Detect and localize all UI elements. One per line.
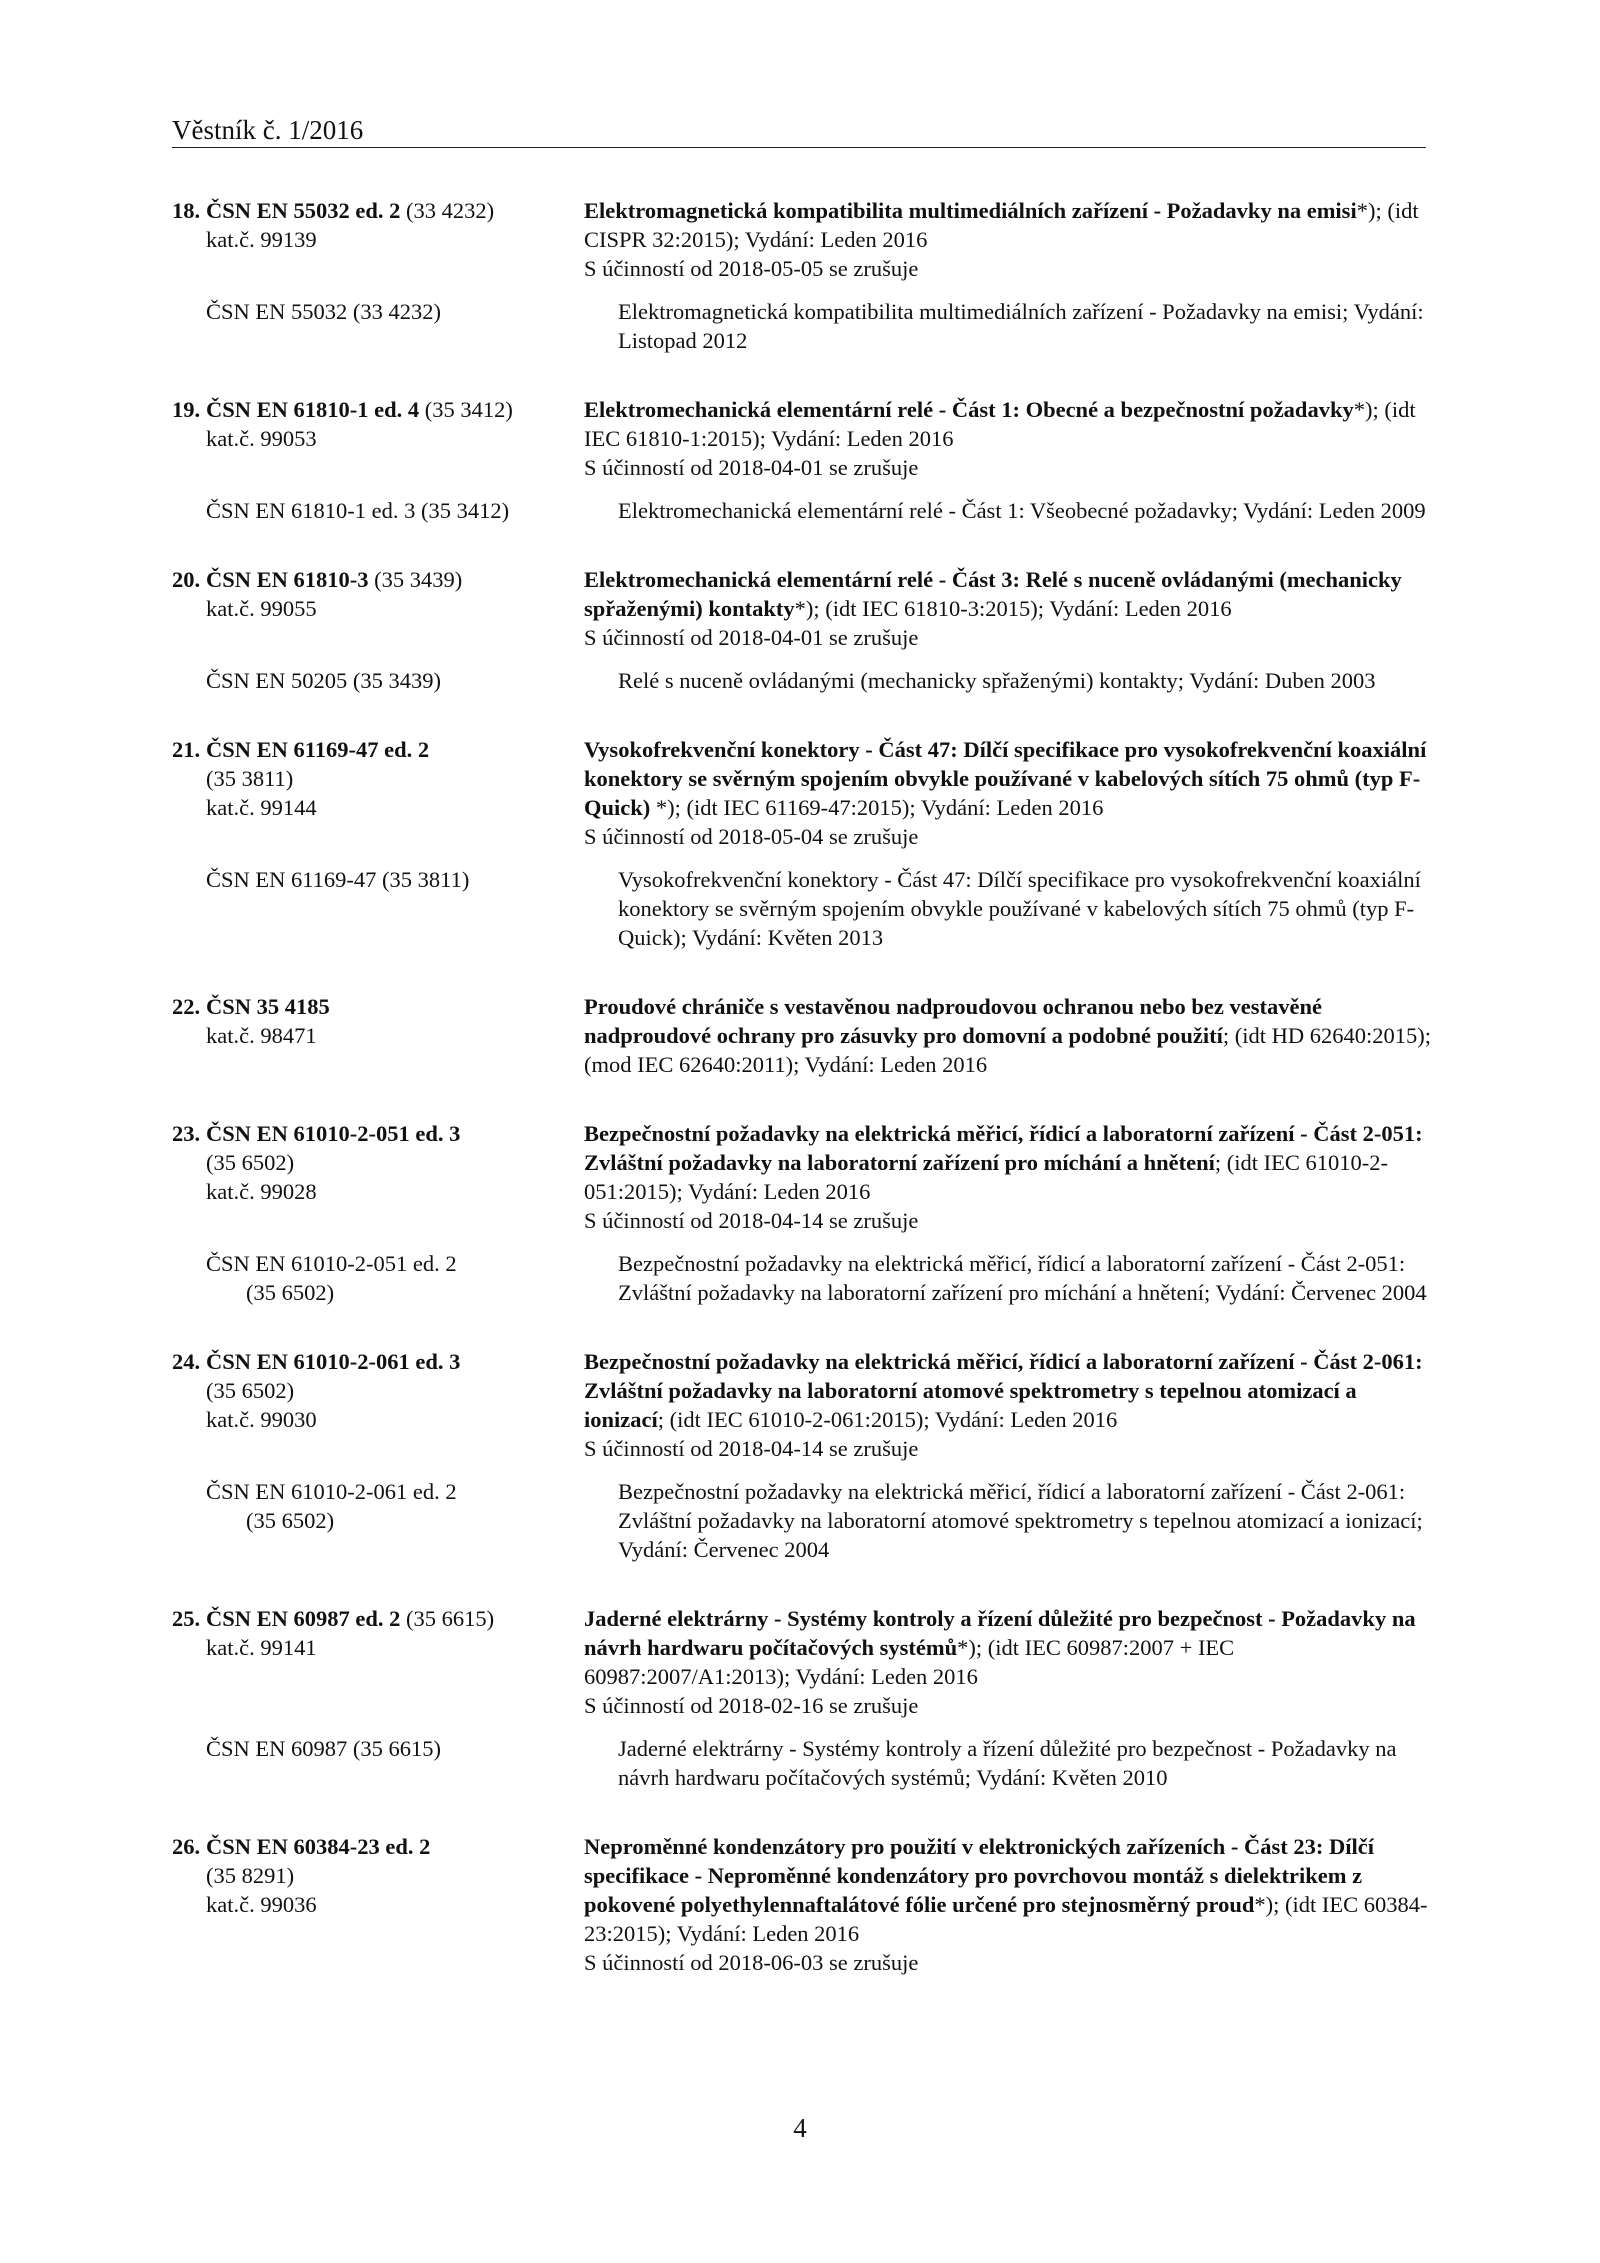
catalog-line: kat.č. 99139 [206,227,317,252]
standard-entry [172,565,1442,695]
journal-header: Věstník č. 1/2016 [172,115,364,145]
standard-title-line [584,735,1442,822]
entry-description [584,1604,1442,1720]
standard-code: ČSN EN 61810-1 ed. 4 [206,397,420,422]
entry-main-row [172,395,1442,482]
standard-title-line [584,1832,1442,1948]
standard-code: ČSN EN 61810-3 [206,567,369,592]
standard-title-line [584,992,1442,1079]
standard-code: ČSN 35 4185 [206,994,330,1019]
entry-identifier [172,1832,584,1977]
standard-entry [172,1604,1442,1792]
entry-number: 25. [172,1606,201,1631]
standard-source: *); (idt IEC 61810-1:2015); Vydání: Leden 2016 [584,397,1416,451]
replaced-standard-row [172,1477,1442,1564]
classification-code: (35 6615) [400,1606,495,1631]
standard-code: ČSN EN 61010-2-061 ed. 3 [206,1349,461,1374]
entry-main-row [172,1832,1442,1977]
entry-description [584,992,1442,1079]
standard-code-line [172,1604,584,1633]
header-divider [172,147,1426,148]
entry-main-row [172,196,1442,283]
standard-code-line [172,395,584,424]
replaced-standard-title: Elektromechanická elementární relé - Část 1: Všeobecné požadavky; Vydání: Leden 2009 [618,498,1426,523]
standard-title-line [584,1347,1442,1434]
standard-entry [172,196,1442,355]
catalog-line: kat.č. 99055 [206,596,317,621]
classification-code: (33 4232) [400,198,495,223]
entry-identifier [172,1604,584,1720]
replaced-standard-code [172,1477,618,1564]
catalog-line: kat.č. 99030 [206,1407,317,1432]
replaced-standard-code [172,1249,618,1307]
standard-title: Elektromagnetická kompatibilita multimediálních zařízení - Požadavky na emisi [584,198,1357,223]
entry-number: 23. [172,1121,201,1146]
standard-code-line [172,196,584,225]
replaced-standard-title: Jaderné elektrárny - Systémy kontroly a řízení důležité pro bezpečnost - Požadavky na návrh hardwaru počítačových systémů; Vydání: Květen 2010 [618,1736,1397,1790]
withdrawal-notice: S účinností od 2018-04-01 se zrušuje [584,625,919,650]
standards-list [172,196,1442,2017]
standard-source: *); (idt IEC 61169-47:2015); Vydání: Leden 2016 [650,795,1104,820]
entry-identifier [172,735,584,851]
standard-code-line [172,735,584,764]
standard-title: Elektromechanická elementární relé - Část 1: Obecné a bezpečnostní požadavky [584,397,1354,422]
catalog-line: (35 8291) [206,1863,295,1888]
replaced-standard-row [172,865,1442,952]
catalog-line: kat.č. 99036 [206,1892,317,1917]
entry-main-row [172,735,1442,851]
standard-entry [172,992,1442,1079]
replaced-code-line: ČSN EN 60987 (35 6615) [206,1736,441,1761]
withdrawal-notice: S účinností od 2018-04-14 se zrušuje [584,1208,919,1233]
standard-source: *); (idt IEC 61810-3:2015); Vydání: Leden 2016 [794,596,1232,621]
replaced-standard-title: Relé s nuceně ovládanými (mechanicky spřaženými) kontakty; Vydání: Duben 2003 [618,668,1376,693]
standard-title: Vysokofrekvenční konektory - Část 47: Dílčí specifikace pro vysokofrekvenční koaxiální konektory se svěrným spojením obvykle používané v kabelových sítích 75 ohmů (typ F-Quick) [584,737,1427,820]
standard-code-line [172,1119,584,1148]
entry-number: 19. [172,397,201,422]
catalog-line: kat.č. 98471 [206,1023,317,1048]
standard-title-line [584,196,1442,254]
entry-number: 18. [172,198,201,223]
replaced-standard-title: Vysokofrekvenční konektory - Část 47: Dílčí specifikace pro vysokofrekvenční koaxiální konektory se svěrným spojením obvykle používané v kabelových sítích 75 ohmů (typ F-Quick); Vydání: Květen 2013 [618,867,1421,950]
replaced-standard-title: Bezpečnostní požadavky na elektrická měřicí, řídicí a laboratorní zařízení - Část 2-061: Zvláštní požadavky na laboratorní atomové spektrometry s tepelnou atomizací a ionizací; Vydání: Červenec 2004 [618,1479,1423,1562]
standard-code: ČSN EN 55032 ed. 2 [206,198,401,223]
entry-identifier [172,992,584,1079]
withdrawal-notice: S účinností od 2018-05-04 se zrušuje [584,824,919,849]
replaced-code-line: ČSN EN 61169-47 (35 3811) [206,867,470,892]
replaced-standard-row [172,666,1442,695]
catalog-line: (35 6502) [206,1378,295,1403]
catalog-line: (35 3811) [206,766,294,791]
standard-entry [172,1119,1442,1307]
replaced-code-line: ČSN EN 61010-2-051 ed. 2 [206,1251,457,1276]
replaced-code-line: ČSN EN 55032 (33 4232) [206,299,441,324]
replaced-code-line: (35 6502) [246,1508,335,1533]
replaced-standard-row [172,1249,1442,1307]
standard-title: Bezpečnostní požadavky na elektrická měřicí, řídicí a laboratorní zařízení - Část 2-051: Zvláštní požadavky na laboratorní zařízení pro míchání a hnětení [584,1121,1423,1175]
standard-code: ČSN EN 61010-2-051 ed. 3 [206,1121,461,1146]
standard-title: Jaderné elektrárny - Systémy kontroly a řízení důležité pro bezpečnost - Požadavky na návrh hardwaru počítačových systémů [584,1606,1416,1660]
standard-code-line [172,992,584,1021]
entry-identifier [172,565,584,652]
catalog-line: (35 6502) [206,1150,295,1175]
entry-description [584,196,1442,283]
classification-code: (35 3439) [368,567,463,592]
replaced-code-line: (35 6502) [246,1280,335,1305]
standard-code-line [172,565,584,594]
standard-title: Bezpečnostní požadavky na elektrická měřicí, řídicí a laboratorní zařízení - Část 2-061: Zvláštní požadavky na laboratorní atomové spektrometry s tepelnou atomizací a ionizací [584,1349,1423,1432]
entry-description [584,735,1442,851]
entry-main-row [172,565,1442,652]
replaced-standard-row [172,297,1442,355]
replaced-standard-row [172,1734,1442,1792]
entry-main-row [172,1347,1442,1463]
replaced-code-line: ČSN EN 61810-1 ed. 3 (35 3412) [206,498,510,523]
entry-description [584,1347,1442,1463]
standard-source: ; (idt IEC 61010-2-061:2015); Vydání: Leden 2016 [657,1407,1118,1432]
standard-title-line [584,395,1442,453]
classification-code: (35 3412) [419,397,513,422]
standard-title: Proudové chrániče s vestavěnou nadproudovou ochranou nebo bez vestavěné nadproudové ochrany pro zásuvky pro domovní a podobné použití [584,994,1322,1048]
standard-code: ČSN EN 60987 ed. 2 [206,1606,401,1631]
entry-main-row [172,1119,1442,1235]
entry-number: 21. [172,737,201,762]
entry-description [584,395,1442,482]
standard-title: Neproměnné kondenzátory pro použití v elektronických zařízeních - Část 23: Dílčí specifikace - Neproměnné kondenzátory pro povrchovou montáž s dielektrikem z pokovené polyethylennaftalátové fólie určené pro stejnosměrný proud [584,1834,1374,1917]
replaced-standard-title: Elektromagnetická kompatibilita multimediálních zařízení - Požadavky na emisi; Vydání: Listopad 2012 [618,299,1424,353]
entry-identifier [172,1119,584,1235]
replaced-standard-code [172,1734,618,1792]
standard-title: Elektromechanická elementární relé - Část 3: Relé s nuceně ovládanými (mechanicky spřaženými) kontakty [584,567,1402,621]
standard-source: ; (idt IEC 61010-2-051:2015); Vydání: Leden 2016 [584,1150,1388,1204]
standard-code: ČSN EN 61169-47 ed. 2 [206,737,430,762]
entry-number: 26. [172,1834,201,1859]
catalog-line: kat.č. 99141 [206,1635,317,1660]
replaced-code-line: ČSN EN 50205 (35 3439) [206,668,441,693]
entry-main-row [172,992,1442,1079]
entry-identifier [172,1347,584,1463]
standard-title-line [584,1119,1442,1206]
standard-code: ČSN EN 60384-23 ed. 2 [206,1834,431,1859]
standard-source: *); (idt IEC 60987:2007 + IEC 60987:2007/A1:2013); Vydání: Leden 2016 [584,1635,1235,1689]
withdrawal-notice: S účinností od 2018-04-14 se zrušuje [584,1436,919,1461]
standard-title-line [584,1604,1442,1691]
standard-entry [172,1832,1442,1977]
standard-entry [172,395,1442,525]
replaced-standard-code [172,496,618,525]
withdrawal-notice: S účinností od 2018-04-01 se zrušuje [584,455,919,480]
standard-source: *); (idt CISPR 32:2015); Vydání: Leden 2016 [584,198,1419,252]
replaced-standard-row [172,496,1442,525]
standard-entry [172,1347,1442,1564]
entry-identifier [172,395,584,482]
entry-description [584,565,1442,652]
standard-source: *); (idt IEC 60384-23:2015); Vydání: Leden 2016 [584,1892,1428,1946]
entry-number: 20. [172,567,201,592]
withdrawal-notice: S účinností od 2018-05-05 se zrušuje [584,256,919,281]
standard-code-line [172,1832,584,1861]
catalog-line: kat.č. 99028 [206,1179,317,1204]
replaced-standard-title: Bezpečnostní požadavky na elektrická měřicí, řídicí a laboratorní zařízení - Část 2-051: Zvláštní požadavky na laboratorní zařízení pro míchání a hnětení; Vydání: Červenec 2004 [618,1251,1427,1305]
standard-entry [172,735,1442,952]
entry-number: 24. [172,1349,201,1374]
withdrawal-notice: S účinností od 2018-06-03 se zrušuje [584,1950,919,1975]
replaced-standard-code [172,666,618,695]
entry-main-row [172,1604,1442,1720]
withdrawal-notice: S účinností od 2018-02-16 se zrušuje [584,1693,919,1718]
catalog-line: kat.č. 99144 [206,795,317,820]
entry-description [584,1832,1442,1977]
standard-title-line [584,565,1442,623]
page-number: 4 [793,2113,807,2143]
catalog-line: kat.č. 99053 [206,426,317,451]
entry-identifier [172,196,584,283]
replaced-standard-code [172,297,618,355]
standard-source: ; (idt HD 62640:2015); (mod IEC 62640:2011); Vydání: Leden 2016 [584,1023,1432,1077]
replaced-standard-code [172,865,618,952]
replaced-code-line: ČSN EN 61010-2-061 ed. 2 [206,1479,457,1504]
entry-description [584,1119,1442,1235]
entry-number: 22. [172,994,201,1019]
standard-code-line [172,1347,584,1376]
